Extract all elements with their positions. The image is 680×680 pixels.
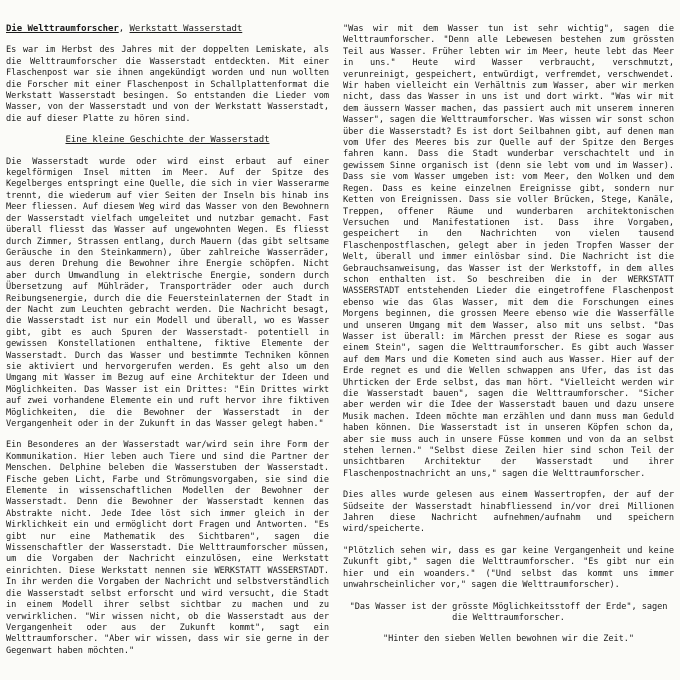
right-paragraph-3: "Plötzlich sehen wir, dass es gar keine Vergangenheit und keine Zukunft gibt," sagen die Welttraumforscher. "Es gibt nur ein hier und ein woanders." ("Und selbst das kommt uns immer unwahrscheinlicher vor," sagen die Welttraumforscher). [343, 545, 674, 591]
left-column [6, 24, 329, 667]
header-line: Die Welttraumforscher, Werkstatt Wasserstadt [6, 24, 243, 34]
history-paragraph-2: Ein Besonderes an der Wasserstadt war/wird sein ihre Form der Kommunikation. Hier leben auch Tiere und sind die Partner der Menschen. Delphine beleben die Wasserstuben der Wasserstadt. Fische geben Licht, Farbe und Strömungsvorgaben, sie sind die Elemente in wissenschaftlichen Modellen der Bewohner der Wasserstadt. Denn die Bewohner der Wasserstadt kennen das Abstrakte nicht. Jede Idee löst sich immer gleich in der Wirklichkeit ein und ermöglicht dort Fragen und Antworten. "Es gibt nur eine Mathematik des Sichtbaren", sagen die Wissenschaftler der Wasserstadt. Die Welttraumforscher müssen, um die Vorgaben der Nachricht einzulösen, eine Werkstatt einrichten. Diese Werkstatt nennen sie WERKSTATT WASSERSTADT. In ihr werden die Vorgaben der Nachricht und selbstverständlich die Wasserstadt selbst erforscht und wird versucht, die Stadt in einem Modell ihrer selbst sichtbar zu machen und zu verwirklichen. "Wir wissen nicht, ob die Wasserstadt aus der Vergangenheit oder aus der Zukunft kommt", sagt ein Welttraumforscher. "Aber wir wissen, dass wir sie gerne in der Gegenwart haben möchten." [6, 440, 329, 656]
intro-paragraph: Es war im Herbst des Jahres mit der doppelten Lemiskate, als die Welttraumforscher die Wasserstadt entdeckten. Mit einer Flaschenpost war sie ihnen angekündigt worden und nun wollten die Forscher mit einer Flaschenpost in Schallplattenformat die Werkstatt Wasserstadt besingen. So entstanden die Lieder vom Wasser, von der Wasserstadt und von der Werkstatt Wasserstadt, die auf dieser Platte zu hören sind. [6, 45, 329, 124]
history-paragraph-1: Die Wasserstadt wurde oder wird einst erbaut auf einer kegelförmigen Insel mitten im Meer. Auf der Spitze des Kegelberges entspringt eine Quelle, die sich in vier Wasserarme trennt, die wiederum auf vier Seiten der Inseln bis hinab ins Meer fliessen. Auf diesem Weg wird das Wasser von den Bewohnern der Wasserstadt vielfach umgeleitet und nutzbar gemacht. Fast überall fliesst das Wasser auf ungewohnten Wegen. Es fliesst durch Zimmer, Strassen entlang, durch Mauern (das gibt seltsame Geräusche in den Steinkammern), über zahlreiche Wasserräder, aus deren Drehung die Bewohner ihre Energie schöpfen. Nicht aber durch Umwandlung in elektrische Energie, sondern durch Übersetzung auf Mühlräder, Transporträder oder auch durch Reibungsenergie, durch die die Feuersteinlaternen der Stadt in der Nacht zum Leuchten gebracht werden. Die Nachricht besagt, die Wasserstadt ist nur ein Modell und überall, wo es Wasser gibt, gibt es auch Spuren der Wasserstadt- potentiell in gewissen Konstellationen enthaltene, fiktive Elemente der Wasserstadt. Durch das Wasser und bestimmte Techniken können sie aktiviert und hervorgerufen werden. Es geht also um den Umgang mit Wasser im Bezug auf eine Architektur der Ideen und Möglichkeiten. Das Wasser ist ein Drittes: "Ein Drittes wirkt auf zwei vorhandene Elemente ein und ruft hervor ihre fiktiven Möglichkeiten, die die Bewohner der Wasserstadt in der Vergangenheit oder in der Zukunft in das Wasser gelegt haben." [6, 156, 329, 429]
quote-2: "Hinter den sieben Wellen bewohnen wir die Zeit." [382, 634, 635, 645]
right-paragraph-1: "Was wir mit dem Wasser tun ist sehr wichtig", sagen die Welttraumforscher. "Denn alle Lebewesen bestehen zum grössten Teil aus Wasser. Früher lebten wir im Meer, heute lebt das Meer in uns." Heute wird Wasser verbraucht, verschmutzt, verunreinigt, gespeichert, entwürdigt, verfremdet, verschwendet. Wir haben vielleicht ein Verhältnis zum Wasser, aber wir merken nicht, dass das Wasser in uns ist und dort wirkt. "Was wir mit dem äussern Wasser machen, das passiert auch mit unserem inneren Wasser", sagen die Welttraumforscher. Was wissen wir sonst schon über die Wasserstadt? Es ist dort Seilbahnen gibt, auf denen man vom Ufer des Meeres bis zur Quelle auf der Spitze den Berges fahren kann. Dass die Stadt wunderbar verschachtelt und in gewissem Sinne organisch ist (denn sie lebt vom und im Wasser). Dass sie vom Wasser umgeben ist: vom Meer, den Wolken und dem Regen. Dass es keine einzelnen Ereignisse gibt, sondern nur Ketten von Ereignissen. Dass sie voller Brücken, Stege, Kanäle, Treppen, offener Räume und wunderbaren architektonischen Versuchen und Manifestationen ist. Dass ihre Vorgaben, gespeichert in den Nachrichten von vielen tausend Flaschenpostflaschen, gelegt aber in jeden Tropfen Wasser der Welt, überall und immer einlösbar sind. Die Nachricht ist die Gebrauchsanweisung, das Wasser ist der Werkstoff, in dem alles schon enthalten ist. So beschreiben die in der WERKSTATT WASSERSTADT entstehenden Lieder die eingetroffene Flaschenpost ebenso wie das Glas Wasser, mit dem die Forschungen eines Morgens beginnen, die grossen Meere ebenso wie die Wasserfälle und unseren Umgang mit dem Wasser, also mit uns selbst. "Das Wasser ist überall: im Märchen presst der Riese es sogar aus einem Stein", sagen die Welttraumforscher. Es gibt auch Wasser auf dem Mars und die Kometen sind auch aus Wasser. Hier auf der Erde regnet es und die Wellen schwappen ans Ufer, das ist das Uhrticken der Erde selbst, das man hört. "Vielleicht werden wir die Wasserstadt bauen", sagen die Welttraumforscher. "Sicher aber werden wir die Idee der Wasserstadt bauen und dazu unsere Musik machen. Ideen möchte man erzählen und dann muss man Geduld haben können. Die Wasserstadt ist in unseren Köpfen schon da, aber sie muss auch in unsere Füsse kommen und von da an selbst stehen lernen." "Selbst diese Zeilen hier sind schon Teil der unsichtbaren Architektur der Wasserstadt und ihrer Flaschenpostnachricht an uns," sagen die Welttraumforscher. [343, 24, 674, 479]
right-column [343, 24, 674, 656]
document-title: Die Welttraumforscher [6, 24, 119, 34]
document-subtitle: Werkstatt Wasserstadt [129, 24, 243, 34]
right-paragraph-2: Dies alles wurde gelesen aus einem Wassertropfen, der auf der Südseite der Wasserstadt hinabfliessend in/vor drei Millionen Jahren diese Nachricht aufnehmen/aufnahm und speichern wird/speicherte. [343, 490, 674, 535]
section-heading: Eine kleine Geschichte der Wasserstadt [65, 135, 270, 146]
quote-1: "Das Wasser ist der grösste Möglichkeitsstoff der Erde", sagen die Welttraumforscher. [349, 601, 668, 623]
